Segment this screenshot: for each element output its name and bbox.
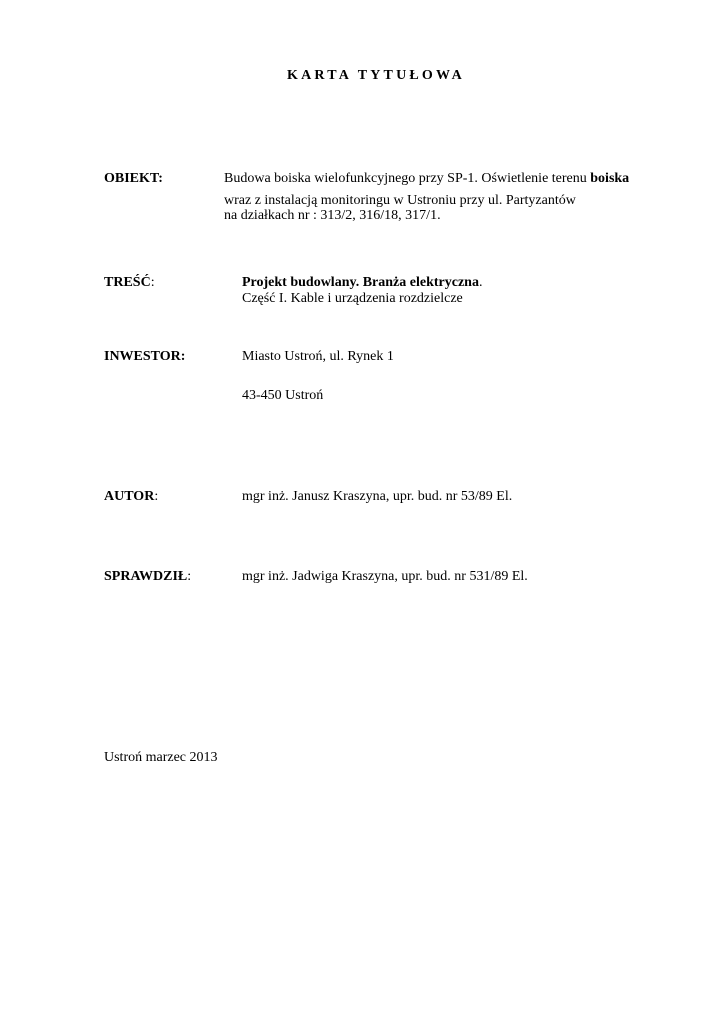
document-title: KARTA TYTUŁOWA [287, 68, 465, 83]
obiekt-line-3: na działkach nr : 313/2, 316/18, 317/1. [224, 208, 441, 223]
obiekt-line-2: wraz z instalacją monitoringu w Ustroniu przy ul. Partyzantów [224, 193, 576, 208]
inwestor-label: INWESTOR: [104, 349, 186, 364]
autor-label [104, 489, 158, 505]
autor-value: mgr inż. Janusz Kraszyna, upr. bud. nr 53/89 El. [242, 489, 513, 504]
tresc-line-1 [242, 275, 482, 291]
place-date: Ustroń marzec 2013 [104, 750, 218, 765]
sprawdzil-label-colon: : [187, 569, 192, 584]
tresc-line-1-bold: Projekt budowlany. Branża elektryczna [242, 275, 479, 290]
sprawdzil-label-text: SPRAWDZIŁ [104, 569, 188, 584]
obiekt-label: OBIEKT: [104, 171, 163, 186]
inwestor-line-2: 43-450 Ustroń [242, 388, 324, 403]
obiekt-line-1-bold: boiska [590, 171, 630, 186]
tresc-line-1-dot: . [478, 275, 483, 290]
obiekt-line-1 [224, 171, 629, 187]
obiekt-line-1-text: Budowa boiska wielofunkcyjnego przy SP-1. Oświetlenie terenu [224, 171, 591, 186]
sprawdzil-label [104, 569, 191, 585]
autor-label-text: AUTOR [104, 489, 155, 504]
tresc-label-colon: : [150, 275, 155, 290]
sprawdzil-value: mgr inż. Jadwiga Kraszyna, upr. bud. nr 531/89 El. [242, 569, 528, 584]
tresc-line-2: Część I. Kable i urządzenia rozdzielcze [242, 291, 463, 306]
tresc-label [104, 275, 155, 291]
inwestor-line-1: Miasto Ustroń, ul. Rynek 1 [242, 349, 394, 364]
tresc-label-text: TREŚĆ [104, 275, 151, 290]
autor-label-colon: : [154, 489, 159, 504]
